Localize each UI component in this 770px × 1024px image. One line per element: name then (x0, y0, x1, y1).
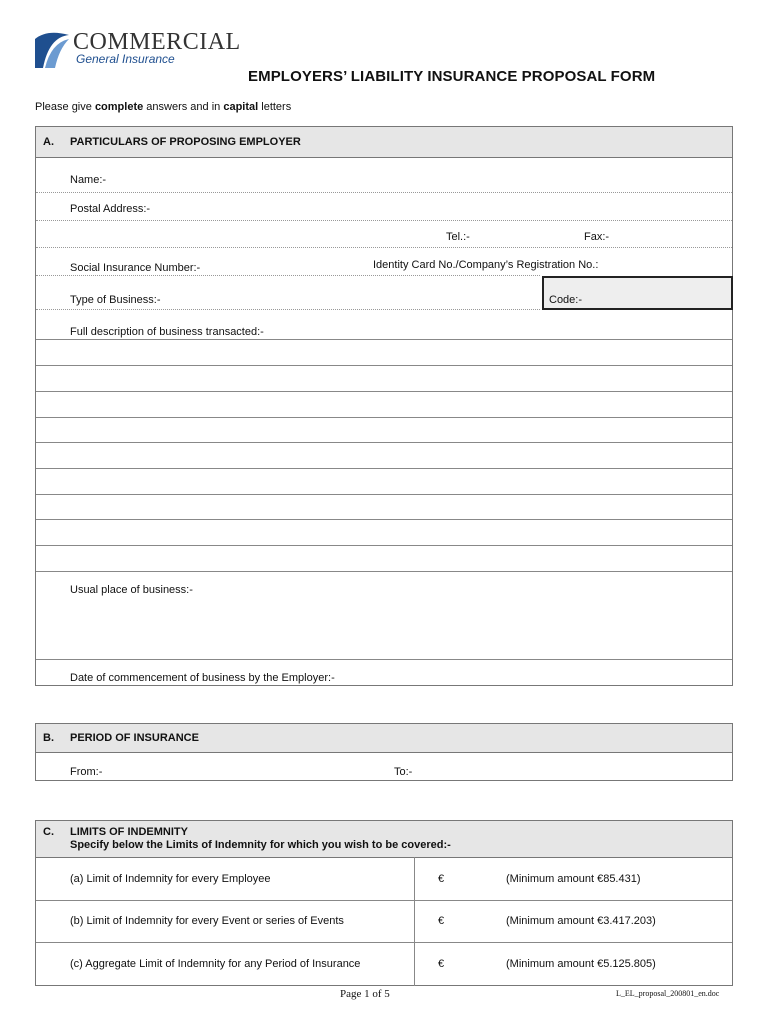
postal-address-field[interactable] (36, 220, 732, 221)
logo-wordmark: COMMERCIAL (73, 29, 241, 55)
limit-row-minimum: (Minimum amount €3.417.203) (506, 915, 656, 927)
name-field[interactable] (36, 192, 732, 193)
postal-address-label: Postal Address:- (70, 203, 151, 215)
type-of-business-label: Type of Business:- (70, 294, 161, 306)
column-divider (414, 857, 415, 986)
section-c-title: LIMITS OF INDEMNITY (70, 826, 188, 838)
description-line[interactable] (36, 519, 732, 520)
section-c-header (36, 821, 732, 858)
section-a (35, 126, 733, 686)
name-label: Name:- (70, 174, 107, 186)
limit-row-label: (a) Limit of Indemnity for every Employee (70, 873, 271, 885)
from-label: From:- (70, 766, 103, 778)
commencement-date-label: Date of commencement of business by the Employer:- (70, 672, 335, 684)
description-line[interactable] (36, 391, 732, 392)
usual-place-label: Usual place of business:- (70, 584, 193, 596)
section-b-header (36, 724, 732, 753)
limit-row-divider (36, 900, 732, 901)
section-a-title: PARTICULARS OF PROPOSING EMPLOYER (70, 136, 301, 148)
document-reference: L_EL_proposal_200801_en.doc (616, 989, 720, 998)
id-card-label: Identity Card No./Company’s Registration No.: (373, 259, 599, 271)
usual-place-field[interactable] (36, 659, 732, 660)
page-number: Page 1 of 5 (340, 988, 390, 1000)
section-b (35, 723, 733, 781)
to-label: To:- (394, 766, 413, 778)
limit-row-currency[interactable]: € (438, 915, 445, 927)
logo-swoosh-icon (33, 31, 71, 69)
limit-row-minimum: (Minimum amount €5.125.805) (506, 958, 656, 970)
instructions: Please give complete answers and in capital letters (35, 101, 292, 113)
description-line[interactable] (36, 494, 732, 495)
description-line[interactable] (36, 417, 732, 418)
limit-row-divider (36, 942, 732, 943)
description-line[interactable] (36, 442, 732, 443)
limit-row-currency[interactable]: € (438, 958, 445, 970)
section-b-letter: B. (43, 732, 54, 744)
description-line[interactable] (36, 339, 732, 340)
section-c (35, 820, 733, 986)
limit-row-label: (c) Aggregate Limit of Indemnity for any Period of Insurance (70, 958, 361, 970)
description-label: Full description of business transacted:- (70, 326, 264, 338)
description-line[interactable] (36, 571, 732, 572)
limit-row-label: (b) Limit of Indemnity for every Event or series of Events (70, 915, 344, 927)
type-of-business-field[interactable] (36, 309, 540, 310)
description-line[interactable] (36, 365, 732, 366)
section-b-title: PERIOD OF INSURANCE (70, 732, 199, 744)
section-c-letter: C. (43, 826, 54, 838)
social-insurance-label: Social Insurance Number:- (70, 262, 201, 274)
section-a-letter: A. (43, 136, 54, 148)
social-insurance-field[interactable] (36, 275, 540, 276)
section-a-header (36, 127, 732, 158)
code-label: Code:- (549, 294, 583, 306)
section-c-subtitle: Specify below the Limits of Indemnity for which you wish to be covered:- (70, 839, 451, 851)
form-title: EMPLOYERS’ LIABILITY INSURANCE PROPOSAL FORM (248, 68, 656, 85)
company-logo (33, 29, 248, 69)
limit-row-minimum: (Minimum amount €85.431) (506, 873, 641, 885)
fax-label: Fax:- (584, 231, 610, 243)
logo-subtitle: General Insurance (76, 52, 175, 66)
limit-row-currency[interactable]: € (438, 873, 445, 885)
description-line[interactable] (36, 545, 732, 546)
description-line[interactable] (36, 468, 732, 469)
tel-fax-field[interactable] (36, 247, 732, 248)
tel-label: Tel.:- (446, 231, 470, 243)
